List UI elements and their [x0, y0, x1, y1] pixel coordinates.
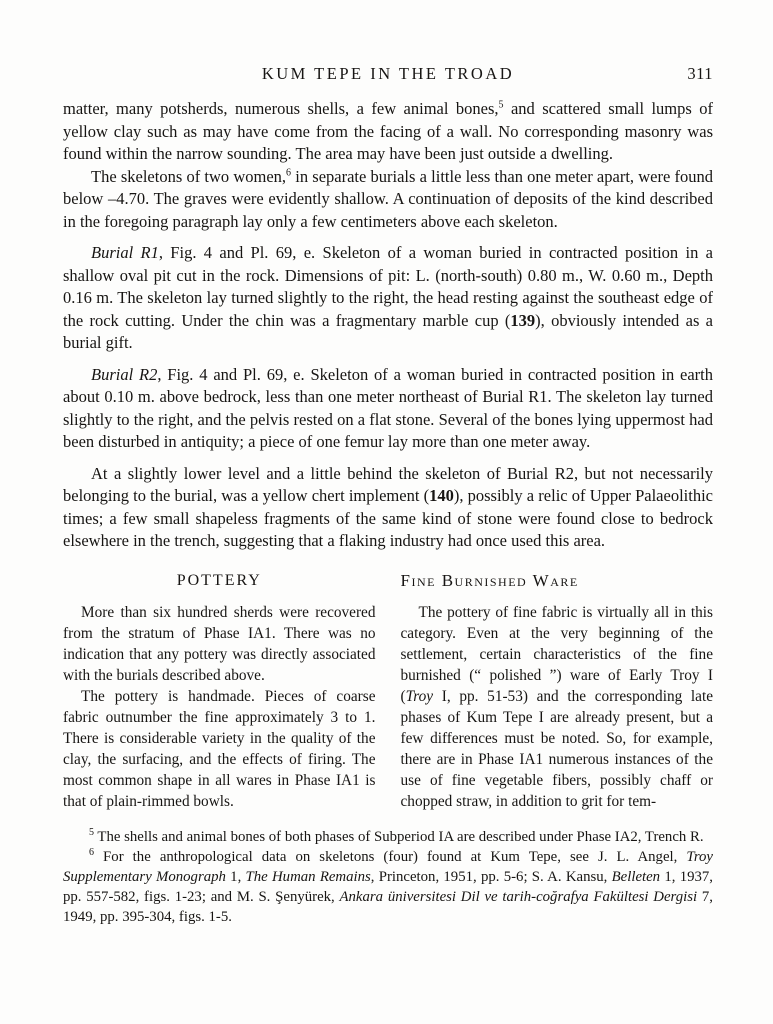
paragraph: The pottery of fine fabric is virtually all in this category. Even at the very beginning of the settlement, certain characteristics of the fine burnished (“ polished ”) ware of Early Troy I (Troy I, pp. 51-53) and the corresponding late phases of Kum Tepe I are already present, but a few differences must be noted. So, for example, there are in Phase IA1 numerous instances of the use of fine vegetable fibers, possibly chaff or chopped straw, in addition to grit for tem-: [400, 603, 713, 810]
page-number: 311: [687, 64, 713, 83]
column-fine-burnished-ware: [401, 569, 714, 812]
paragraph: matter, many potsherds, numerous shells, a few animal bones,$^5$ and scattered small lumps of yellow clay such as may have come from the facing of a wall. No corresponding masonry was found within the narrow sounding. The area may have been just outside a dwelling.: [63, 99, 713, 163]
running-title: KUM TEPE IN THE TROAD: [261, 64, 515, 83]
main-text: [63, 98, 713, 553]
paragraph-burial-r1: Burial R1, Fig. 4 and Pl. 69, e. Skeleton of a woman buried in contracted position in a shallow oval pit cut in the rock. Dimensions of pit: L. (north-south) 0.80 m., W. 0.60 m., Depth 0.16 m. The skeleton lay turned slightly to the right, the head resting against the southeast edge of the rock cutting. Under the chin was a fragmentary marble cup (139), obviously intended as a burial gift.: [63, 243, 714, 352]
column-pottery: [63, 569, 376, 812]
paragraph: The skeletons of two women,$^6$ in separate burials a little less than one meter apart, were found below –4.70. The graves were evidently shallow. A continuation of deposits of the kind described in the foregoing paragraph lay only a few centimeters above each skeleton.: [63, 166, 713, 231]
page-header: [63, 64, 713, 84]
footnote-6: $^6$ For the anthropological data on skeletons (four) found at Kum Tepe, see J. L. Angel, Troy Supplementary Monograph 1, The Human Remains, Princeton, 1951, pp. 5-6; S. A. Kansu, Belleten 1, 1937, pp. 557-582, figs. 1-23; and M. S. Şenyürek, Ankara üniversitesi Dil ve tarih-coğrafya Fakültesi Dergisi 7, 1949, pp. 395-304, figs. 1-5.: [63, 846, 714, 925]
paragraph: The pottery is handmade. Pieces of coarse fabric outnumber the fine approximately 3 to 1. There is considerable variety in the quality of the clay, the surfacing, and the effects of firing. The most common shape in all wares in Phase IA1 is that of plain-rimmed bowls.: [63, 687, 376, 810]
two-column-section: [63, 569, 713, 812]
paragraph: At a slightly lower level and a little behind the skeleton of Burial R2, but not necessarily belonging to the burial, was a yellow chert implement (140), possibly a relic of Upper Palaeolithic times; a few small shapeless fragments of the same kind of stone were found close to bedrock elsewhere in the trench, suggesting that a flaking industry had once used this area.: [63, 463, 713, 550]
footnote-5: $^5$ The shells and animal bones of both phases of Subperiod IA are described under Phase IA2, Trench R.: [89, 826, 704, 845]
section-heading-fine-burnished-ware: Fine Burnished Ware: [400, 570, 579, 590]
paragraph-burial-r2: Burial R2, Fig. 4 and Pl. 69, e. Skeleton of a woman buried in contracted position in earth about 0.10 m. above bedrock, less than one meter northeast of Burial R1. The skeleton lay turned slightly to the right, and the pelvis rested on a flat stone. Several of the bones lying uppermost had been disturbed in antiquity; a piece of one femur lay more than one meter away.: [63, 364, 714, 451]
paragraph: More than six hundred sherds were recovered from the stratum of Phase IA1. There was no indication that any pottery was directly associated with the burials described above.: [63, 603, 376, 684]
section-heading-pottery: POTTERY: [176, 571, 262, 589]
footnotes: [63, 827, 713, 927]
